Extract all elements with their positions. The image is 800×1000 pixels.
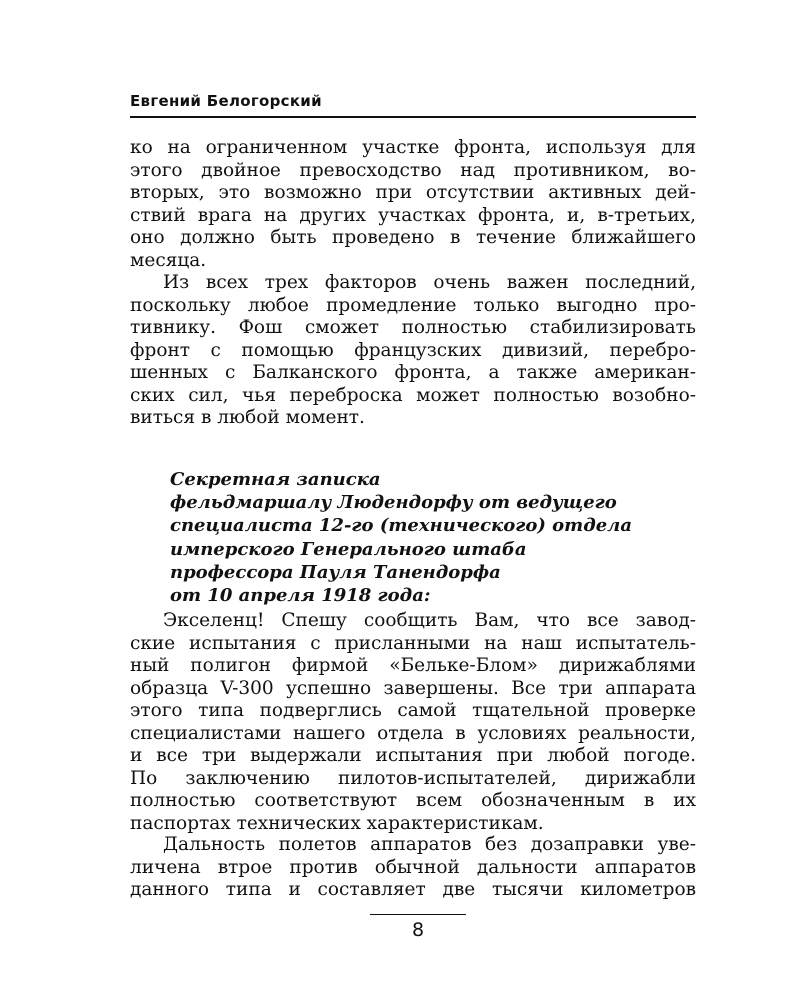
heading-line: специалиста 12-го (технического) отдела: [170, 515, 633, 537]
text-line: ко на ограниченном участке фронта, используя для: [130, 137, 696, 158]
text-line: поскольку любое промедление только выгодно про-: [130, 294, 696, 316]
heading-line: от 10 апреля 1918 года:: [170, 585, 431, 607]
text-line: ствий врага на других участках фронта, и, в-третьих,: [130, 204, 696, 226]
text-line: и все три выдержали испытания при любой погоде.: [130, 745, 696, 766]
text-line: данного типа и составляет две тысячи километров: [130, 879, 696, 900]
memo-heading: [170, 468, 690, 607]
text-line: Дальность полетов аппаратов без дозаправки уве-: [163, 834, 696, 855]
text-line: По заключению пилотов-испытателей, дирижабли: [130, 767, 696, 789]
text-line: этого типа подверглись самой тщательной проверке: [130, 700, 696, 721]
text-line: тивнику. Фош сможет полностью стабилизировать: [130, 317, 696, 338]
text-line: Из всех трех факторов очень важен последний,: [163, 272, 696, 293]
text-line: ный полигон фирмой «Бельке-Блом» дирижаблями: [130, 655, 696, 676]
heading-line: фельдмаршалу Людендорфу от ведущего: [170, 492, 617, 514]
text-line: вторых, это возможно при отсутствии активных дей-: [130, 182, 696, 203]
heading-line: имперского Генерального штаба: [170, 538, 527, 560]
paragraph-4: [130, 834, 696, 902]
paragraph-3: [130, 610, 696, 835]
text-line: фронт с помощью французских дивизий, перебро-: [130, 339, 696, 361]
text-line: личена втрое против обычной дальности аппаратов: [130, 856, 696, 878]
text-line: Экселенц! Спешу сообщить Вам, что все завод-: [163, 610, 696, 631]
text-line: оно должно быть проведено в течение ближайшего: [130, 227, 696, 248]
text-line: шенных с Балканского фронта, а также американ-: [130, 362, 696, 383]
heading-line: Секретная записка: [170, 469, 381, 490]
running-header: [130, 92, 696, 118]
paragraph-1: [130, 137, 696, 272]
text-line: паспортах технических характеристикам.: [130, 812, 544, 834]
heading-line: профессора Пауля Танендорфа: [170, 561, 501, 583]
running-header-author: Евгений Белогорский: [130, 92, 322, 110]
footer-rule: [370, 914, 466, 915]
text-line: полностью соответствуют всем обозначенным в их: [130, 790, 696, 811]
text-line: образца V-300 успешно завершены. Все три аппарата: [130, 677, 696, 699]
text-line: ские испытания с присланными на наш испытатель-: [130, 632, 696, 654]
page-number: 8: [411, 919, 425, 941]
text-line: этого двойное превосходство над противником, во-: [130, 159, 696, 181]
text-line: месяца.: [130, 249, 207, 271]
text-line: ских сил, чья переброска может полностью возобно-: [130, 384, 696, 406]
text-line: специалистами нашего отдела в условиях реальности,: [130, 722, 696, 744]
paragraph-2: [130, 272, 696, 430]
text-line: виться в любой момент.: [130, 407, 365, 428]
